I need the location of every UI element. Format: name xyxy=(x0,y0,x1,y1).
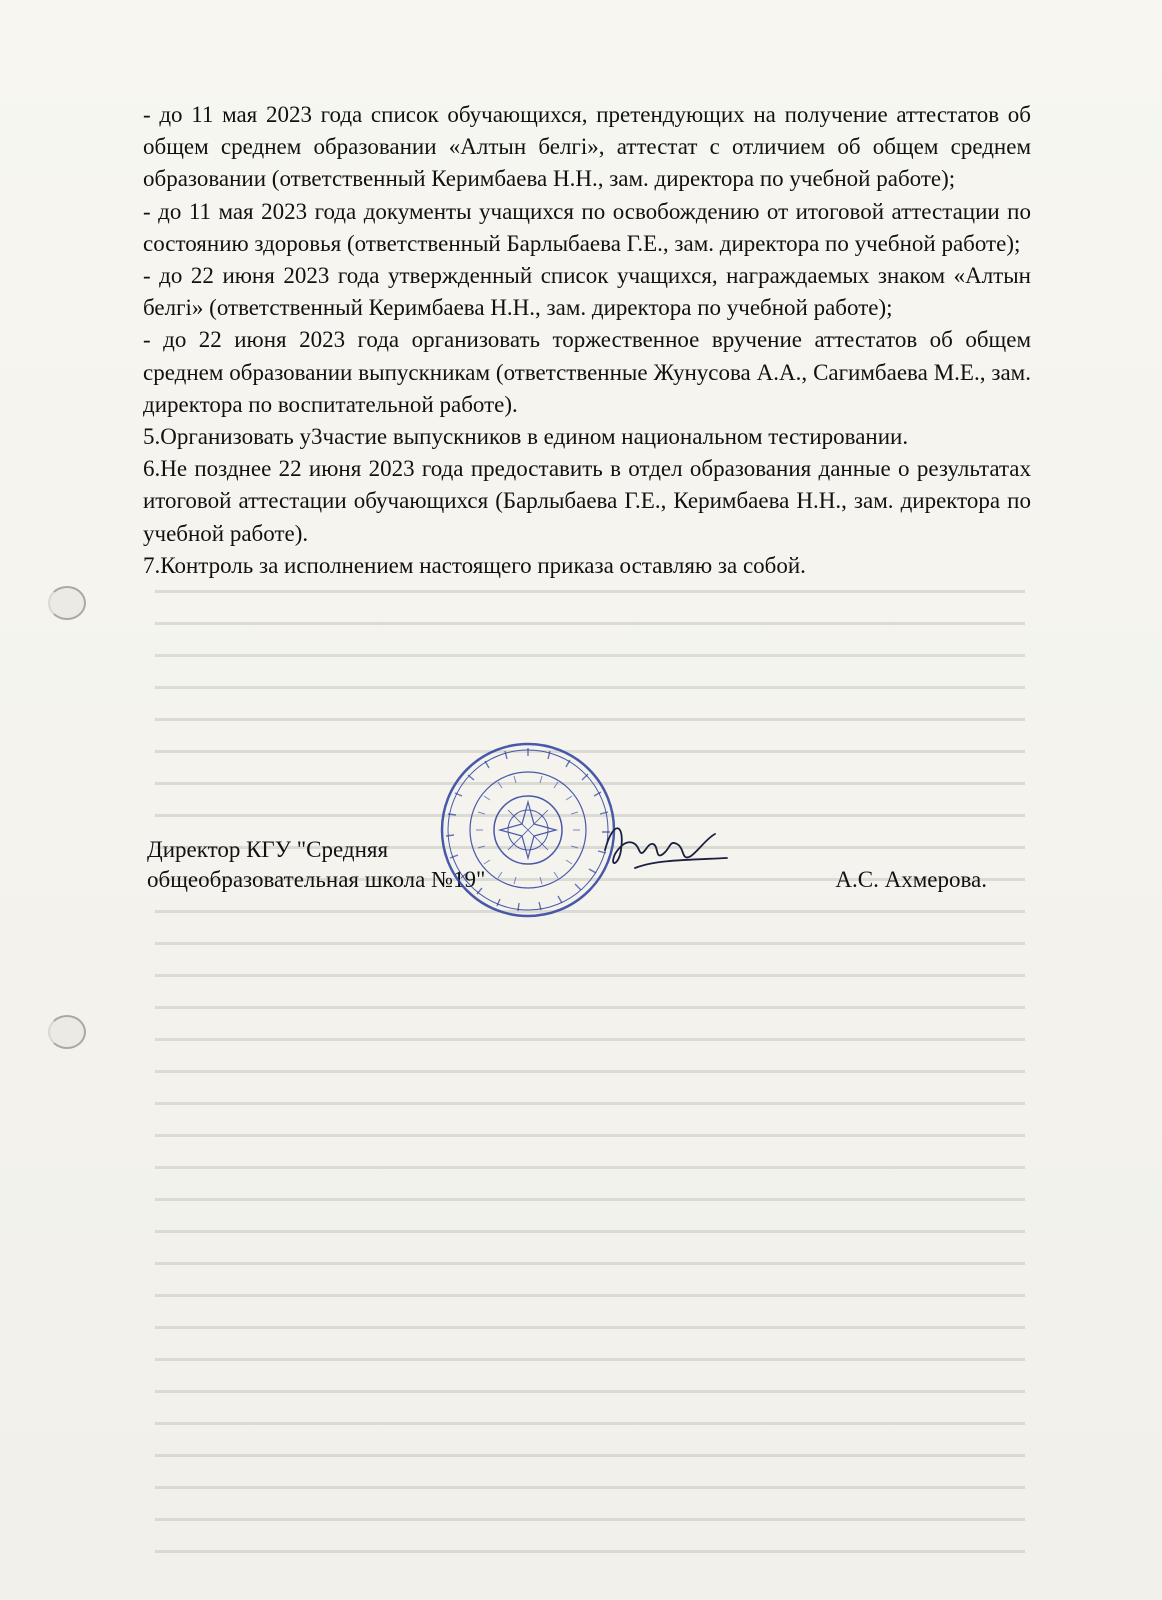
bleed-through-text xyxy=(155,590,1025,1582)
paragraph-1: - до 11 мая 2023 года список обучающихся, претендующих на получение аттестатов об общем среднем образовании «Алтын белгі», аттестат с отличием об общем среднем образовании (ответственный Керимбаева Н.Н., зам. директора по учебной работе); xyxy=(143,102,1031,192)
paragraph-4: - до 22 июня 2023 года организовать торжественное вручение аттестатов об общем среднем образовании выпускникам (ответственные Жунусова А.А., Сагимбаева М.Е., зам. директора по воспитательной работе). xyxy=(143,327,1031,417)
document-body xyxy=(143,99,1031,582)
signatory-position-line2: общеобразовательная школа №19" xyxy=(147,867,486,892)
handwritten-signature-icon xyxy=(595,810,735,880)
signatory-position-line1: Директор КГУ "Средняя xyxy=(147,837,389,862)
signatory-name: А.С. Ахмерова. xyxy=(835,867,987,892)
paragraph-3: - до 22 июня 2023 года утвержденный список учащихся, награждаемых знаком «Алтын белгі» (ответственный Керимбаева Н.Н., зам. директора по учебной работе); xyxy=(143,263,1031,321)
punch-hole-top xyxy=(48,586,86,620)
paragraph-5: 5.Организовать у3частие выпускников в едином национальном тестировании. xyxy=(143,424,909,450)
official-stamp-icon xyxy=(438,740,618,920)
punch-hole-bottom xyxy=(48,1015,86,1049)
paragraph-2: - до 11 мая 2023 года документы учащихся по освобождению от итоговой аттестации по состоянию здоровья (ответственный Барлыбаева Г.Е., зам. директора по учебной работе); xyxy=(143,198,1031,256)
paragraph-6: 6.Не позднее 22 июня 2023 года предоставить в отдел образования данные о результатах итоговой аттестации обучающихся (Барлыбаева Г.Е., Керимбаева Н.Н., зам. директора по учебной работе). xyxy=(143,456,1031,546)
paragraph-7: 7.Контроль за исполнением настоящего приказа оставляю за собой. xyxy=(143,552,806,578)
